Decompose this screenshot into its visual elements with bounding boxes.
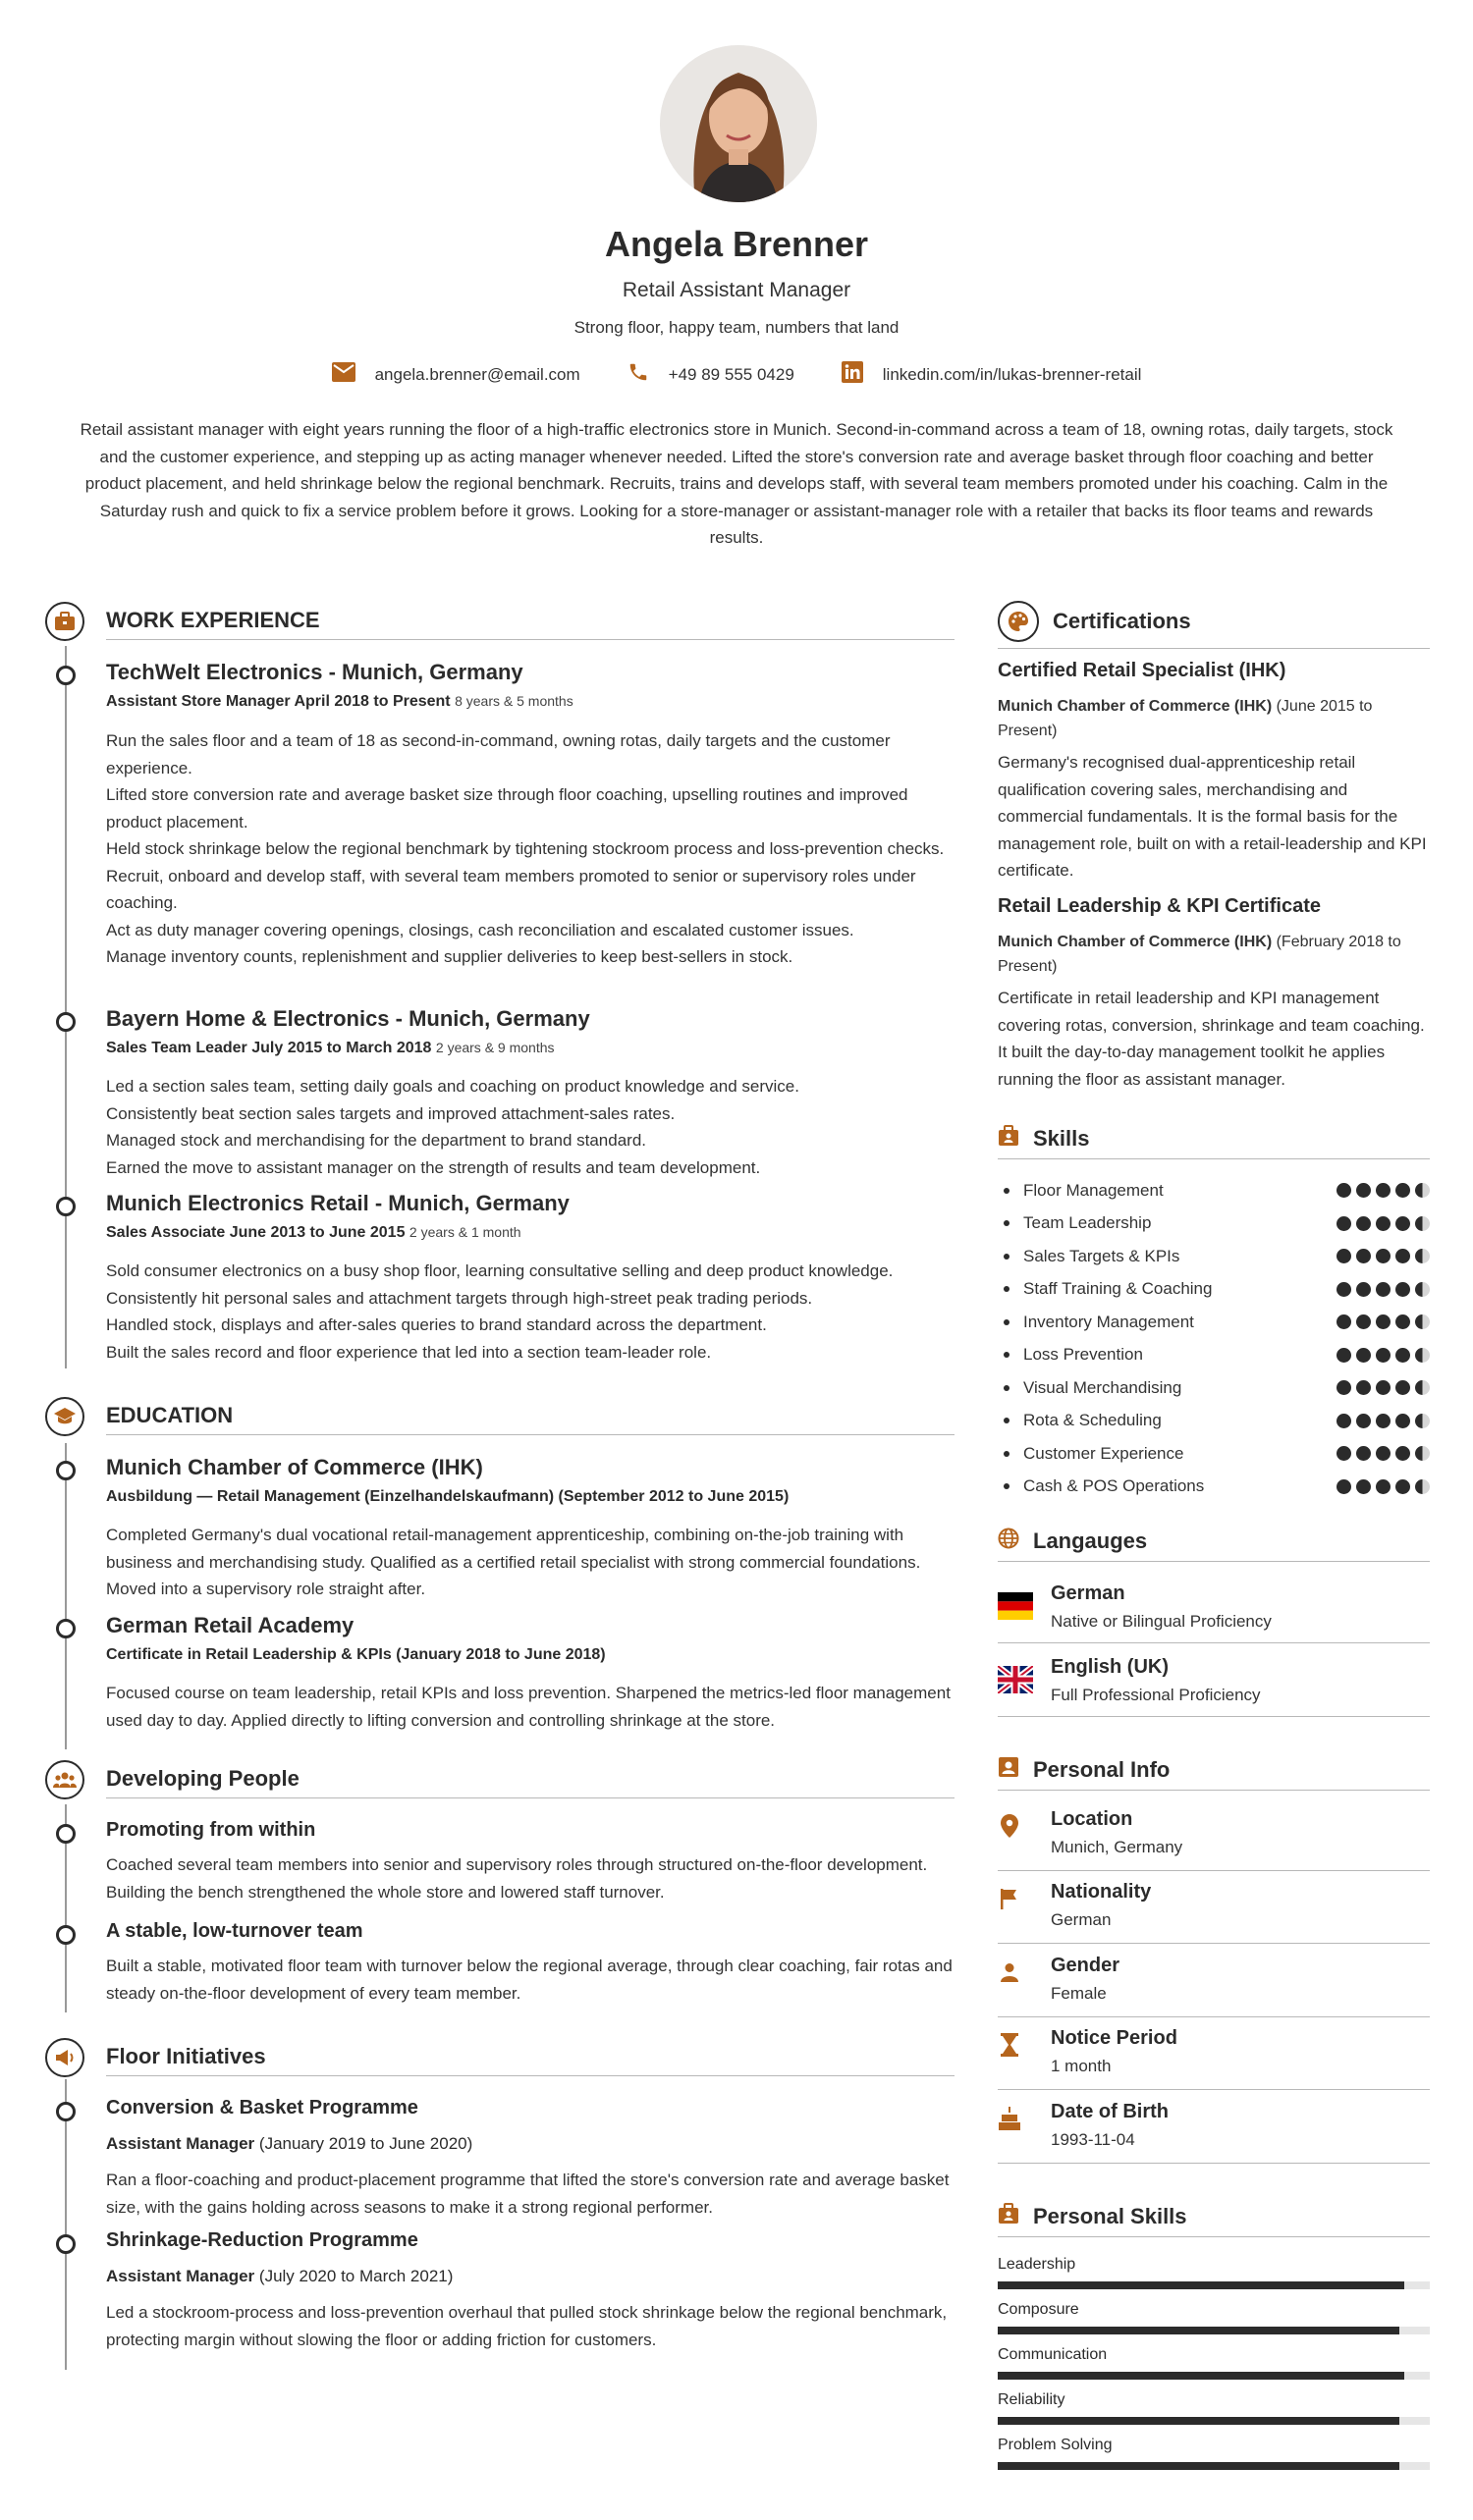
skill-item [998, 1306, 1430, 1339]
project-role-text: Assistant Manager [106, 2267, 255, 2285]
project-title: Conversion & Basket Programme [106, 2097, 418, 2118]
cert-title: Certified Retail Specialist (IHK) [998, 660, 1286, 681]
project-role [106, 2134, 472, 2154]
skill-name: Sales Targets & KPIs [1023, 1246, 1180, 1265]
skill-item [998, 1207, 1430, 1241]
timeline-dot [56, 1461, 76, 1480]
timeline-dot [56, 1925, 76, 1945]
info-label: Nationality [1051, 1881, 1152, 1903]
timeline-dot [56, 1012, 76, 1032]
job-role-text: Sales Team Leader July 2015 to March 2018 [106, 1040, 432, 1056]
school-name: German Retail Academy [106, 1613, 355, 1637]
personal-skill-name: Communication [998, 2346, 1108, 2363]
language-item [998, 1571, 1430, 1643]
personal-skill [998, 2301, 1430, 2346]
skill-bar-fill [998, 2372, 1404, 2380]
job-duration: 2 years & 1 month [409, 1224, 521, 1240]
project-role [106, 2267, 453, 2286]
skill-rating [1337, 1380, 1430, 1395]
info-date-of-birth [998, 2091, 1430, 2164]
personal-skill-name: Problem Solving [998, 2437, 1113, 2453]
project-dates: (January 2019 to June 2020) [258, 2134, 473, 2153]
cert-description: Germany's recognised dual-apprenticeship retail qualification covering sales, merchandising and commercial fundamentals. It is the formal basis for the management role, built on with a retail-leadership and KPI certificate. [998, 753, 1427, 880]
bullet [1004, 1352, 1009, 1358]
cert-issuer-name: Munich Chamber of Commerce (IHK) [998, 934, 1273, 950]
skill-name: Loss Prevention [1023, 1345, 1143, 1365]
rating-dot [1415, 1414, 1430, 1428]
timeline-work [65, 646, 67, 1368]
skill-rating [1337, 1314, 1430, 1329]
bullet [1004, 1188, 1009, 1194]
personal-skill-name: Composure [998, 2301, 1079, 2318]
project-title: Shrinkage-Reduction Programme [106, 2229, 418, 2251]
info-gender [998, 1945, 1430, 2017]
rating-dot [1395, 1216, 1410, 1231]
job-description: Sold consumer electronics on a busy shop floor, learning consultative selling and deep product knowledge. Consistently hit personal sales and attachment targets through high-street peak trading periods. Handled stock, displays and after-sales queries to brand standard across the department. Built the sales record and floor experience that led into a section team-leader role. [106, 1261, 894, 1362]
contact-linkedin[interactable] [842, 361, 1142, 388]
skill-item [998, 1471, 1430, 1504]
rating-dot [1415, 1282, 1430, 1297]
info-label: Location [1051, 1808, 1133, 1830]
contact-row [0, 361, 1473, 388]
cert-title: Retail Leadership & KPI Certificate [998, 895, 1321, 917]
rating-dot [1337, 1446, 1351, 1461]
rating-dot [1356, 1314, 1371, 1329]
rating-dot [1337, 1380, 1351, 1395]
rating-dot [1337, 1249, 1351, 1263]
skill-bar-track [998, 2327, 1430, 2334]
rating-dot [1415, 1183, 1430, 1198]
personal-skill-name: Reliability [998, 2391, 1065, 2408]
section-title-developing: Developing People [106, 1766, 955, 1798]
info-nationality [998, 1871, 1430, 1944]
cake-icon [998, 2107, 1021, 2130]
rating-dot [1376, 1414, 1391, 1428]
education-description: Completed Germany's dual vocational retail-management apprenticeship, combining on-the-job training with business and merchandising study. Qualified as a certified retail specialist with strong commercial foundations. Moved into a supervisory role straight after. [106, 1526, 921, 1598]
rating-dot [1415, 1249, 1430, 1263]
rating-dot [1356, 1282, 1371, 1297]
job-role [106, 1224, 521, 1242]
info-value: Female [1051, 1984, 1107, 2003]
languages-heading: Langauges [1033, 1528, 1148, 1553]
rating-dot [1356, 1414, 1371, 1428]
rating-dot [1415, 1380, 1430, 1395]
language-level: Full Professional Proficiency [1051, 1686, 1261, 1704]
skill-rating [1337, 1479, 1430, 1494]
email-icon [332, 362, 355, 387]
rating-dot [1356, 1479, 1371, 1494]
flag-icon [998, 1887, 1021, 1910]
bullet [1004, 1385, 1009, 1391]
skill-item [998, 1339, 1430, 1372]
rating-dot [1376, 1314, 1391, 1329]
personal-skill [998, 2437, 1430, 2482]
rating-dot [1356, 1216, 1371, 1231]
rating-dot [1395, 1249, 1410, 1263]
skill-item [998, 1174, 1430, 1207]
timeline-education [65, 1443, 67, 1749]
rating-dot [1337, 1479, 1351, 1494]
skill-name: Staff Training & Coaching [1023, 1279, 1213, 1299]
timeline-dot [56, 1197, 76, 1216]
rating-dot [1395, 1446, 1410, 1461]
info-value: German [1051, 1910, 1112, 1929]
info-value: 1 month [1051, 2057, 1112, 2075]
rating-dot [1376, 1249, 1391, 1263]
rating-dot [1337, 1414, 1351, 1428]
section-title-skills [998, 1125, 1430, 1159]
language-item [998, 1644, 1430, 1717]
rating-dot [1395, 1183, 1410, 1198]
phone-icon [627, 361, 649, 388]
skill-bar-track [998, 2417, 1430, 2425]
bullet [1004, 1254, 1009, 1260]
personal-skill [998, 2256, 1430, 2301]
cert-issuer [998, 694, 1430, 743]
rating-dot [1337, 1348, 1351, 1363]
project-role-text: Assistant Manager [106, 2134, 255, 2153]
cert-dates: (June 2015 to Present) [998, 698, 1373, 739]
timeline-dot [56, 1619, 76, 1638]
palette-icon [998, 601, 1039, 642]
skill-bar-track [998, 2281, 1430, 2289]
section-title-languages [998, 1528, 1430, 1562]
rating-dot [1337, 1314, 1351, 1329]
globe-icon [998, 1528, 1019, 1555]
section-title-personal-skills [998, 2203, 1430, 2237]
info-label: Notice Period [1051, 2027, 1177, 2049]
info-value: 1993-11-04 [1051, 2130, 1135, 2149]
rating-dot [1376, 1282, 1391, 1297]
skill-name: Cash & POS Operations [1023, 1476, 1205, 1496]
timeline-initiatives [65, 2079, 67, 2370]
rating-dot [1415, 1348, 1430, 1363]
language-name: German [1051, 1582, 1125, 1604]
rating-dot [1376, 1216, 1391, 1231]
rating-dot [1356, 1348, 1371, 1363]
skill-item [998, 1405, 1430, 1438]
job-title: Bayern Home & Electronics - Munich, Germany [106, 1006, 590, 1031]
candidate-name: Angela Brenner [604, 224, 869, 264]
germany-flag [998, 1592, 1033, 1620]
skill-name: Visual Merchandising [1023, 1377, 1182, 1397]
bullet [1004, 1220, 1009, 1226]
timeline-dot [56, 2234, 76, 2254]
bullet [1004, 1286, 1009, 1292]
graduation-cap-icon [45, 1397, 84, 1436]
job-title: Munich Electronics Retail - Munich, Germany [106, 1191, 570, 1215]
skill-rating [1337, 1348, 1430, 1363]
personal-skill [998, 2391, 1430, 2437]
school-name: Munich Chamber of Commerce (IHK) [106, 1455, 483, 1479]
rating-dot [1395, 1348, 1410, 1363]
tagline: Strong floor, happy team, numbers that land [573, 318, 900, 337]
achievement-description: Coached several team members into senior and supervisory roles through structured on-the-floor development. Building the bench strengthened the whole store and lowered staff turnover. [106, 1855, 928, 1902]
job-role [106, 1040, 555, 1057]
bullet [1004, 1418, 1009, 1423]
skill-name: Inventory Management [1023, 1312, 1194, 1331]
skill-item [998, 1437, 1430, 1471]
project-description: Led a stockroom-process and loss-prevention overhaul that pulled stock shrinkage below the regional benchmark, protecting margin without slowing the floor or adding friction for customers. [106, 2303, 948, 2349]
rating-dot [1376, 1380, 1391, 1395]
rating-dot [1395, 1380, 1410, 1395]
skill-rating [1337, 1249, 1430, 1263]
bullet [1004, 1319, 1009, 1325]
skill-bar-fill [998, 2417, 1399, 2425]
bullet [1004, 1483, 1009, 1489]
profile-photo [660, 45, 817, 202]
language-level: Native or Bilingual Proficiency [1051, 1612, 1272, 1631]
achievement-title: Promoting from within [106, 1819, 316, 1841]
info-label: Date of Birth [1051, 2101, 1169, 2122]
skill-rating [1337, 1282, 1430, 1297]
cert-issuer-name: Munich Chamber of Commerce (IHK) [998, 698, 1273, 715]
job-role-text: Assistant Store Manager April 2018 to Present [106, 693, 451, 710]
rating-dot [1395, 1282, 1410, 1297]
job-description: Run the sales floor and a team of 18 as second-in-command, owning rotas, daily targets and the customer experience. Lifted store conversion rate and average basket size through floor coaching, upselling routines and improved product placement. Held stock shrinkage below the regional benchmark by tightening stockroom process and loss-prevention checks. Recruit, onboard and develop staff, with several team members promoted to senior or supervisory roles under coaching. Act as duty manager covering openings, closings, cash reconciliation and escalated customer issues. Manage inventory counts, replenishment and supplier deliveries to keep best-sellers in stock. [106, 731, 945, 966]
uk-flag [998, 1666, 1033, 1693]
section-title-initiatives: Floor Initiatives [106, 2044, 955, 2076]
rating-dot [1337, 1282, 1351, 1297]
certifications-heading: Certifications [1053, 609, 1191, 633]
id-badge-icon [998, 2203, 1019, 2230]
skill-item [998, 1240, 1430, 1273]
megaphone-icon [45, 2038, 84, 2077]
job-title: TechWelt Electronics - Munich, Germany [106, 660, 523, 684]
skill-item [998, 1273, 1430, 1307]
skill-rating [1337, 1216, 1430, 1231]
skills-list [998, 1174, 1430, 1503]
personal-info-heading: Personal Info [1033, 1757, 1171, 1782]
timeline-dot [56, 2102, 76, 2121]
skill-rating [1337, 1414, 1430, 1428]
achievement-title: A stable, low-turnover team [106, 1920, 363, 1942]
degree: Certificate in Retail Leadership & KPIs (January 2018 to June 2018) [106, 1646, 606, 1663]
section-title-education: EDUCATION [106, 1403, 955, 1435]
degree: Ausbildung — Retail Management (Einzelhandelskaufmann) (September 2012 to June 2015) [106, 1488, 790, 1505]
rating-dot [1337, 1183, 1351, 1198]
skill-bar-fill [998, 2281, 1404, 2289]
section-title-certifications [998, 601, 1430, 649]
rating-dot [1376, 1183, 1391, 1198]
skill-item [998, 1371, 1430, 1405]
skill-name: Customer Experience [1023, 1443, 1184, 1463]
rating-dot [1415, 1314, 1430, 1329]
bullet [1004, 1451, 1009, 1457]
skill-rating [1337, 1446, 1430, 1461]
rating-dot [1415, 1216, 1430, 1231]
team-icon [45, 1760, 84, 1799]
info-value: Munich, Germany [1051, 1838, 1183, 1856]
rating-dot [1356, 1446, 1371, 1461]
language-name: English (UK) [1051, 1656, 1169, 1678]
rating-dot [1395, 1414, 1410, 1428]
skills-heading: Skills [1033, 1126, 1090, 1151]
phone-text: +49 89 555 0429 [668, 364, 794, 384]
briefcase-icon [45, 602, 84, 641]
person-icon [998, 1960, 1021, 1984]
cert-issuer [998, 930, 1430, 979]
rating-dot [1415, 1446, 1430, 1461]
job-role [106, 693, 573, 711]
section-title-work: WORK EXPERIENCE [106, 608, 955, 640]
rating-dot [1376, 1479, 1391, 1494]
job-description: Led a section sales team, setting daily goals and coaching on product knowledge and service. Consistently beat section sales targets and improved attachment-sales rates. Managed stock and merchandising for the department to brand standard. Earned the move to assistant manager on the strength of results and team development. [106, 1077, 799, 1177]
profile-summary: Retail assistant manager with eight years running the floor of a high-traffic electronics store in Munich. Second-in-command across a team of 18, owning rotas, daily targets, stock and the customer experience, and stepping up as acting manager whenever needed. Lifted the store's conversion rate and average basket through floor coaching and better product placement, and held shrinkage below the regional benchmark. Recruits, trains and develops staff, with several team members promoted under his coaching. Calm in the Saturday rush and quick to fix a service problem before it grows. Looking for a store-manager or assistant-manager role with a retailer that backs its floor teams and rewards results. [80, 420, 1393, 547]
timeline-dot [56, 1824, 76, 1844]
job-role-text: Sales Associate June 2013 to June 2015 [106, 1224, 406, 1241]
location-pin-icon [998, 1814, 1021, 1838]
timeline-dot [56, 666, 76, 685]
education-description: Focused course on team leadership, retail KPIs and loss prevention. Sharpened the metrics-led floor management used day to day. Applied directly to lifting conversion and controlling shrinkage at the store. [106, 1684, 951, 1730]
project-dates: (July 2020 to March 2021) [258, 2267, 454, 2285]
contact-card-icon [998, 1756, 1019, 1784]
rating-dot [1415, 1479, 1430, 1494]
personal-skill [998, 2346, 1430, 2391]
skill-rating [1337, 1183, 1430, 1198]
skill-bar-fill [998, 2462, 1399, 2470]
job-duration: 2 years & 9 months [435, 1040, 555, 1055]
skill-name: Floor Management [1023, 1180, 1164, 1200]
skill-name: Team Leadership [1023, 1213, 1152, 1233]
rating-dot [1395, 1479, 1410, 1494]
info-label: Gender [1051, 1955, 1120, 1976]
rating-dot [1356, 1249, 1371, 1263]
section-title-personal-info [998, 1756, 1430, 1791]
skill-bar-track [998, 2372, 1430, 2380]
contact-email[interactable] [332, 361, 580, 388]
skill-name: Rota & Scheduling [1023, 1411, 1162, 1430]
project-description: Ran a floor-coaching and product-placement programme that lifted the store's conversion rate and average basket size, with the gains holding across seasons to make it a strong regional performer. [106, 2171, 950, 2217]
skill-bar-track [998, 2462, 1430, 2470]
skill-bar-fill [998, 2327, 1399, 2334]
rating-dot [1356, 1183, 1371, 1198]
id-badge-icon [998, 1125, 1019, 1153]
info-notice-period [998, 2017, 1430, 2090]
linkedin-icon [842, 361, 863, 388]
personal-skills-heading: Personal Skills [1033, 2204, 1187, 2228]
job-headline: Retail Assistant Manager [622, 279, 851, 301]
rating-dot [1337, 1216, 1351, 1231]
rating-dot [1376, 1348, 1391, 1363]
hourglass-icon [998, 2033, 1021, 2057]
rating-dot [1356, 1380, 1371, 1395]
email-text: angela.brenner@email.com [374, 364, 580, 384]
info-location [998, 1798, 1430, 1871]
personal-skill-name: Leadership [998, 2256, 1076, 2273]
cert-description: Certificate in retail leadership and KPI management covering rotas, conversion, shrinkage and team coaching. It built the day-to-day management toolkit he applies running the floor as assistant manager. [998, 989, 1425, 1089]
contact-phone[interactable] [627, 361, 794, 388]
cert-dates: (February 2018 to Present) [998, 934, 1401, 975]
rating-dot [1395, 1314, 1410, 1329]
rating-dot [1376, 1446, 1391, 1461]
linkedin-text: linkedin.com/in/lukas-brenner-retail [882, 364, 1142, 384]
achievement-description: Built a stable, motivated floor team with turnover below the regional average, through clear coaching, fair rotas and steady on-the-floor development of every team member. [106, 1957, 953, 2003]
job-duration: 8 years & 5 months [455, 693, 573, 709]
